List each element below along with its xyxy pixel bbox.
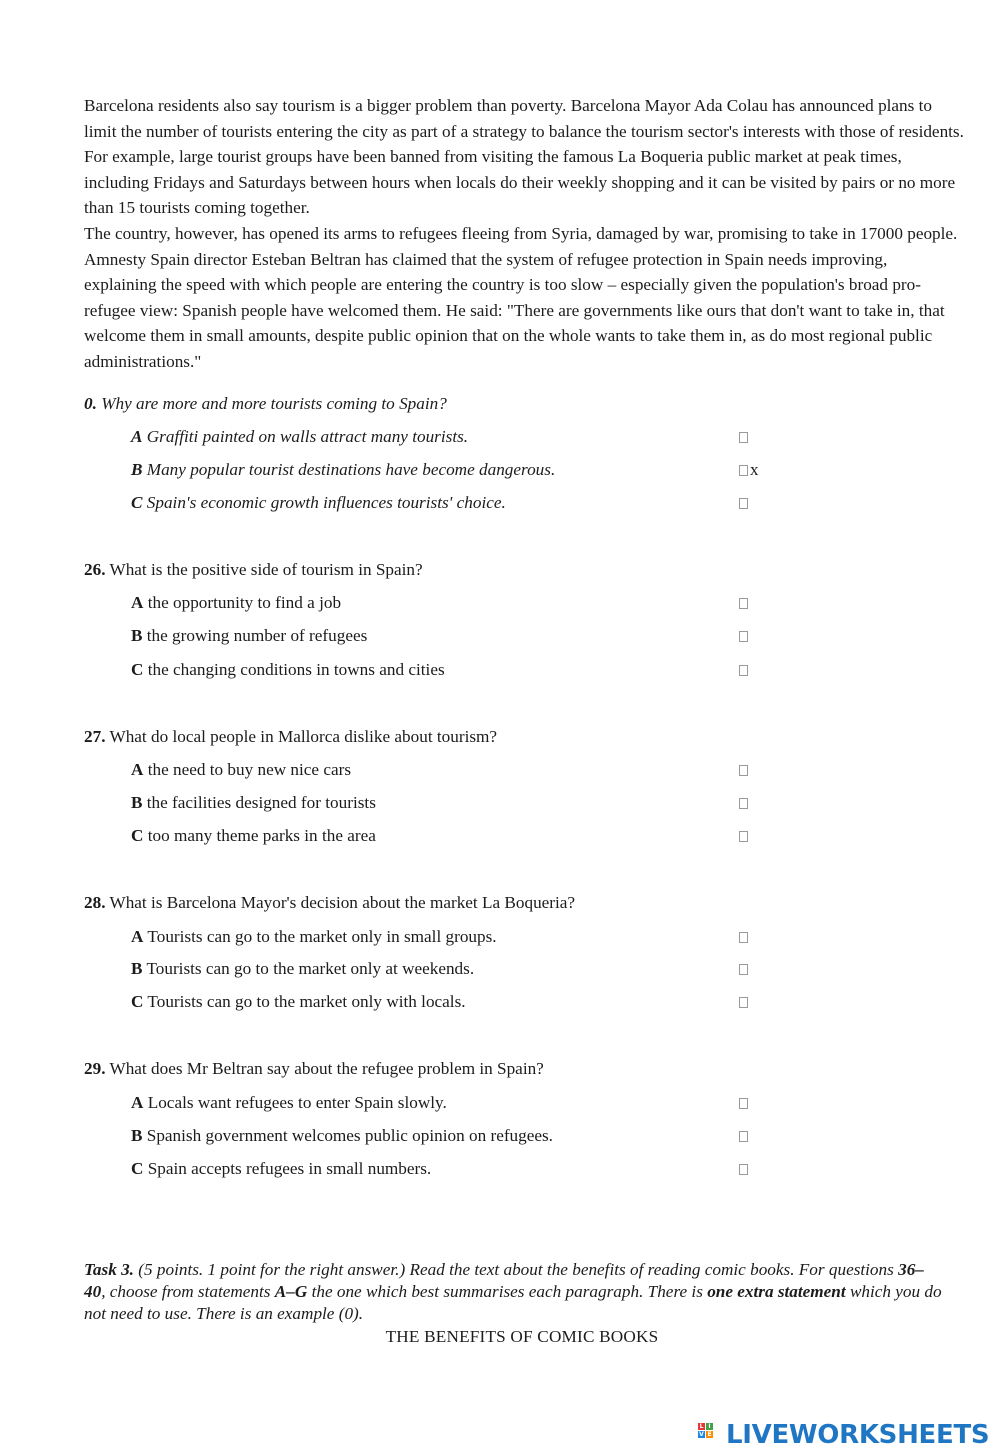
task-statement-letters: A–G [274,1282,308,1301]
option-text: Spain accepts refugees in small numbers. [147,1159,432,1178]
option-0-c [131,492,506,514]
answer-checkbox-28-c[interactable] [739,997,748,1008]
question-number: 0. [84,394,97,413]
question-number: 29. [84,1059,106,1078]
answer-checkbox-28-a[interactable] [739,932,748,943]
question-text: What do local people in Mallorca dislike about tourism? [109,727,498,746]
task-text: the one which best summarises each paragraph. There is [307,1282,708,1301]
option-text: the opportunity to find a job [147,593,342,612]
option-26-b [131,625,367,647]
logo-letter: V [699,1431,704,1438]
question-29 [84,1058,544,1080]
question-26 [84,559,423,581]
question-text: Why are more and more tourists coming to Spain? [101,394,447,413]
option-29-a [131,1092,447,1114]
option-28-a [131,926,497,948]
logo-letter: L [699,1423,704,1430]
question-0 [84,393,447,415]
task-text: which you do not need to use. There is an example (0). [84,1282,942,1323]
question-number: 28. [84,893,106,912]
option-letter: A [131,927,144,946]
answer-mark: x [750,460,759,479]
option-29-b [131,1125,553,1147]
answer-checkbox-0-b[interactable] [739,465,748,476]
option-26-a [131,592,341,614]
option-27-a [131,759,351,781]
option-text: too many theme parks in the area [147,826,376,845]
option-26-c [131,659,445,681]
option-text: Spain's economic growth influences tourists' choice. [146,493,506,512]
question-text: What is the positive side of tourism in Spain? [109,560,423,579]
option-letter: B [131,1126,143,1145]
logo-letter: E [707,1431,712,1438]
answer-checkbox-29-c[interactable] [739,1164,748,1175]
option-text: Graffiti painted on walls attract many tourists. [146,427,469,446]
option-text: the need to buy new nice cars [147,760,352,779]
section-title: THE BENEFITS OF COMIC BOOKS [385,1327,659,1346]
option-text: the facilities designed for tourists [146,793,376,812]
answer-checkbox-26-c[interactable] [739,665,748,676]
answer-checkbox-26-a[interactable] [739,598,748,609]
option-letter: C [131,493,143,512]
answer-checkbox-29-b[interactable] [739,1131,748,1142]
option-text: the growing number of refugees [146,626,368,645]
option-text: Tourists can go to the market only in small groups. [147,927,497,946]
option-letter: C [131,826,144,845]
option-text: Spanish government welcomes public opinion on refugees. [146,1126,553,1145]
option-text: Tourists can go to the market only with locals. [147,992,466,1011]
brand-name: LIVEWORKSHEETS [726,1420,990,1450]
question-text: What does Mr Beltran say about the refugee problem in Spain? [109,1059,544,1078]
answer-checkbox-29-a[interactable] [739,1098,748,1109]
option-0-b [131,459,555,481]
option-letter: A [131,1093,144,1112]
option-letter: C [131,992,144,1011]
logo-icon [698,1421,724,1449]
task-3-instructions [84,1259,944,1325]
option-text: the changing conditions in towns and cities [147,660,445,679]
option-text: Tourists can go to the market only at weekends. [146,959,475,978]
question-text: What is Barcelona Mayor's decision about the market La Boqueria? [109,893,576,912]
task-text: , choose from statements [101,1282,275,1301]
task-question-range: 36–40 [84,1260,924,1301]
option-letter: C [131,1159,144,1178]
option-letter: A [131,427,143,446]
option-letter: B [131,959,143,978]
option-letter: B [131,626,143,645]
option-letter: C [131,660,144,679]
option-27-c [131,825,376,847]
option-text: Locals want refugees to enter Spain slowly. [147,1093,447,1112]
option-letter: B [131,460,143,479]
task-label: Task 3. [84,1260,134,1279]
option-0-a [131,426,468,448]
reading-passage [84,93,964,375]
logo-letter: I [706,1423,713,1430]
option-letter: A [131,760,144,779]
option-27-b [131,792,376,814]
option-28-b [131,958,474,980]
answer-checkbox-0-a[interactable] [739,432,748,443]
option-letter: A [131,593,144,612]
task-extra-statement: one extra statement [707,1282,846,1301]
passage-paragraph-2: The country, however, has opened its arms to refugees fleeing from Syria, damaged by war, promising to take in 17000 people. Amnesty Spain director Esteban Beltran has claimed that the system of refugee protection in Spain needs improving, explaining the speed with which people are entering the country is too slow – especially given the population's broad pro-refugee view: Spanish people have welcomed them. He said: "There are governments like ours that don't want to take in, that welcome them in small amounts, despite public opinion that on the whole wants to take them in, as do most regional public administrations." [84,223,958,371]
passage-paragraph-1: Barcelona residents also say tourism is a bigger problem than poverty. Barcelona Mayor Ada Colau has announced plans to limit the number of tourists entering the city as part of a strategy to balance the tourism sector's interests with those of residents. For example, large tourist groups have been banned from visiting the famous La Boqueria public market at peak times, including Fridays and Saturdays between hours when locals do their weekly shopping and it can be visited by pairs or no more than 15 tourists coming together. [84,96,964,218]
answer-checkbox-27-b[interactable] [739,798,748,809]
answer-checkbox-27-c[interactable] [739,831,748,842]
question-28 [84,892,575,914]
answer-checkbox-26-b[interactable] [739,631,748,642]
question-27 [84,726,497,748]
question-number: 26. [84,560,106,579]
liveworksheets-logo [698,1420,989,1450]
option-text: Many popular tourist destinations have become dangerous. [146,460,556,479]
answer-checkbox-28-b[interactable] [739,964,748,975]
option-letter: B [131,793,143,812]
question-number: 27. [84,727,106,746]
option-29-c [131,1158,431,1180]
answer-checkbox-0-c[interactable] [739,498,748,509]
answer-checkbox-27-a[interactable] [739,765,748,776]
task-text: (5 points. 1 point for the right answer.) Read the text about the benefits of reading comic books. For questions [133,1260,899,1279]
option-28-c [131,991,466,1013]
